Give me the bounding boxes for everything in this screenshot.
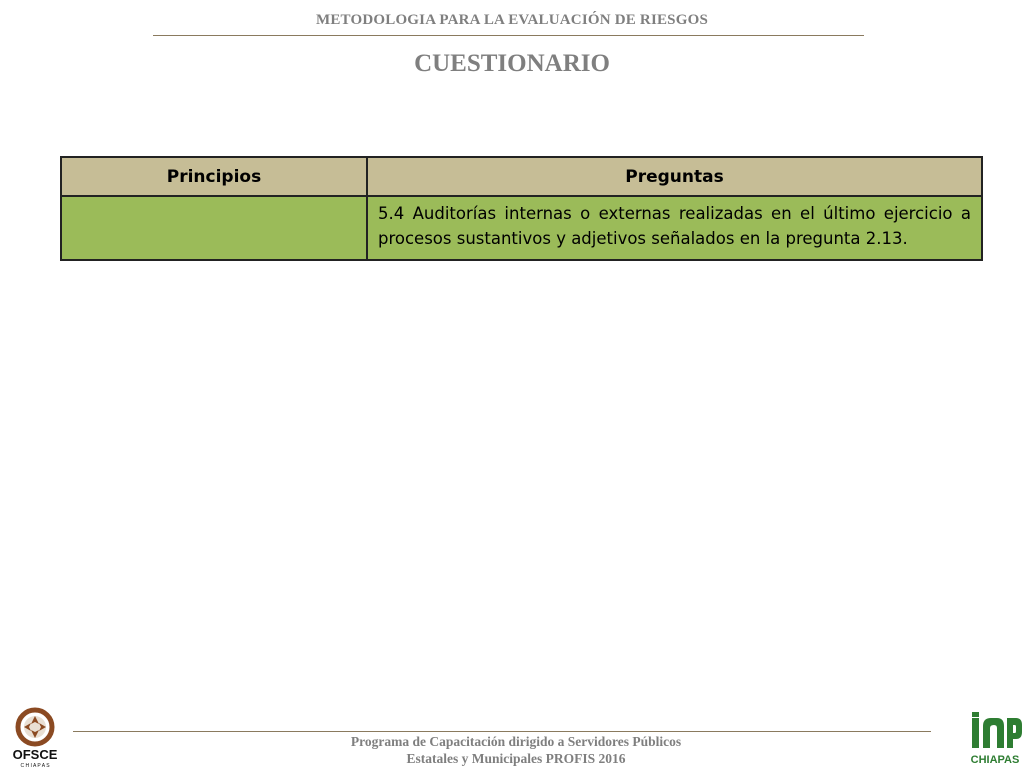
ofsce-logo-name: OFSCE xyxy=(12,747,58,762)
ofsce-logo-sub: C H I A P A S xyxy=(20,763,50,768)
column-header-preguntas: Preguntas xyxy=(367,157,982,196)
principio-cell xyxy=(61,196,367,260)
column-header-principios: Principios xyxy=(61,157,367,196)
table-header-row xyxy=(61,157,982,196)
ofsce-logo xyxy=(4,706,66,768)
header-divider xyxy=(153,35,864,36)
footer-line-2: Estatales y Municipales PROFIS 2016 xyxy=(406,751,626,766)
table-row xyxy=(61,196,982,260)
iap-chiapas-logo xyxy=(966,712,1024,768)
footer-text xyxy=(216,733,816,767)
footer-line-1: Programa de Capacitación dirigido a Servidores Públicos xyxy=(350,734,682,749)
page-title: CUESTIONARIO xyxy=(414,50,610,77)
pregunta-cell: 5.4 Auditorías internas o externas realizadas en el último ejercicio a procesos sustantivos y adjetivos señalados en la pregunta 2.13. xyxy=(367,196,982,260)
iap-logo-label: CHIAPAS xyxy=(970,754,1020,766)
footer-divider xyxy=(73,731,931,732)
header-title: METODOLOGIA PARA LA EVALUACIÓN DE RIESGOS xyxy=(315,12,709,28)
questionnaire-table xyxy=(60,156,983,261)
